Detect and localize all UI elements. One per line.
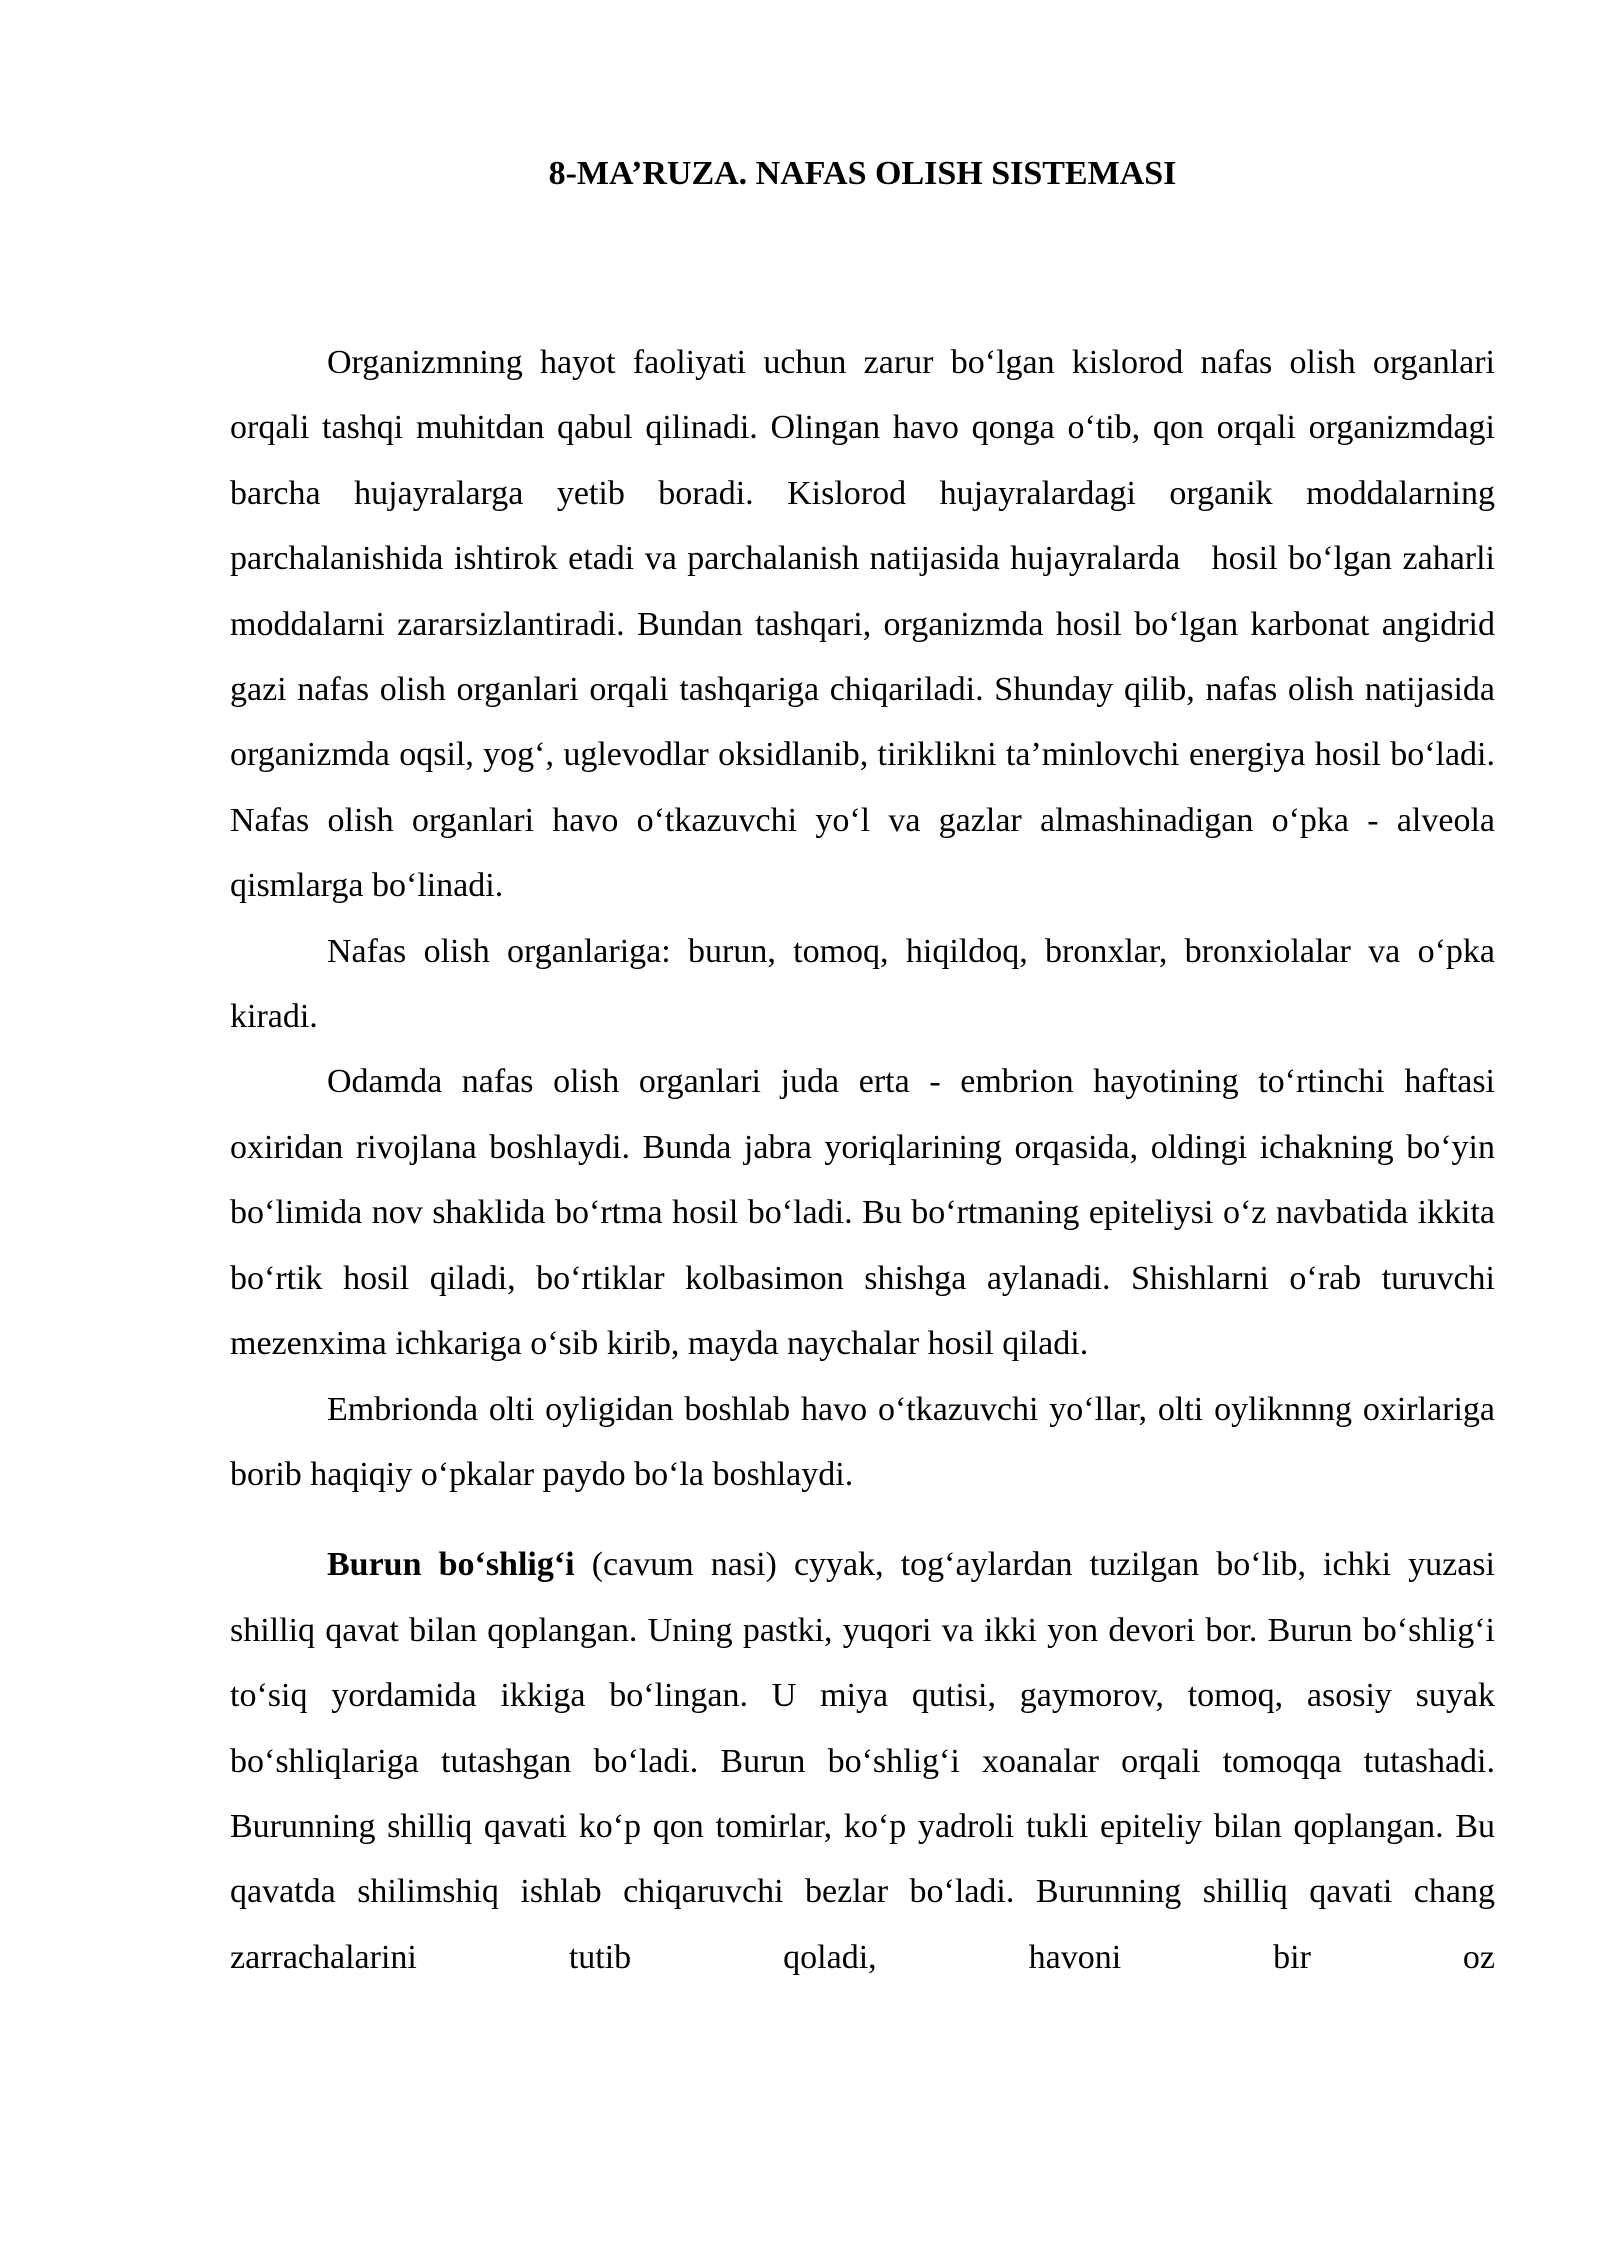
lecture-title: 8-MA’RUZA. NAFAS OLISH SISTEMASI — [548, 155, 1177, 192]
paragraph-organs — [230, 919, 1495, 1050]
paragraph-text: (cavum nasi) cyyak, tog‘aylardan tuzilgan bo‘lib, ichki yuzasi shilliq qavat bilan qoplangan. Uning pastki, yuqori va ikki yon devori bor. Burun bo‘shlig‘i to‘siq yordamida ikkiga bo‘lingan. U miya qutisi, gaymorov, tomoq, asosiy suyak bo‘shliqlariga tutashgan bo‘ladi. Burun bo‘shlig‘i xoanalar orqali tomoqqa tutashadi. Burunning shilliq qavati ko‘p qon tomirlar, ko‘p yadroli tukli epiteliy bilan qoplangan. Bu qavatda shilimshiq ishlab chiqaruvchi bezlar bo‘ladi. Burunning shilliq qavati chang zarrachalarini tutib qoladi, havoni bir oz — [230, 1546, 1495, 1976]
paragraph-text: Nafas olish organlariga: burun, tomoq, hiqildoq, bronxlar, bronxiolalar va o‘pka kiradi. — [230, 932, 1495, 1036]
paragraph-text: Embrionda olti oyligidan boshlab havo o‘tkazuvchi yo‘llar, olti oyliknnng oxirlariga borib haqiqiy o‘pkalar paydo bo‘la boshlaydi. — [230, 1390, 1495, 1493]
term-heading: Burun bo‘shlig‘i — [327, 1546, 575, 1584]
paragraph-text: Organizmning hayot faoliyati uchun zarur bo‘lgan kislorod nafas olish organlari orqali tashqi muhitdan qabul qilinadi. Olingan havo qonga o‘tib, qon orqali organizmdagi barcha hujayralarga yetib boradi. Kislorod hujayralardagi organik moddalarning parchalanishida ishtirok etadi va parchalanish natijasida hujayralarda hosil bo‘lgan zaharli moddalarni zararsizlantiradi. Bundan tashqari, organizmda hosil bo‘lgan karbonat angidrid gazi nafas olish organlari orqali tashqariga chiqariladi. Shunday qilib, nafas olish natijasida organizmda oqsil, yog‘, uglevodlar oksidlanib, tiriklikni ta’minlovchi energiya hosil bo‘ladi. Nafas olish organlari havo o‘tkazuvchi yo‘l va gazlar almashinadigan o‘pka - alveola qismlarga bo‘linadi. — [230, 344, 1504, 905]
document-body — [230, 330, 1504, 1990]
paragraph-embryo — [230, 1377, 1495, 1508]
paragraph-text: Odamda nafas olish organlari juda erta - embrion hayotining to‘rtinchi haftasi oxiridan rivojlana boshlaydi. Bunda jabra yoriqlarining orqasida, oldingi ichakning bo‘yin bo‘limida nov shaklida bo‘rtma hosil bo‘ladi. Bu bo‘rtmaning epiteliysi o‘z navbatida ikkita bo‘rtik hosil qiladi, bo‘rtiklar kolbasimon shishga aylanadi. Shishlarni o‘rab turuvchi mezenxima ichkariga o‘sib kirib, mayda naychalar hosil qiladi. — [230, 1063, 1495, 1363]
paragraph-nasal-cavity — [230, 1532, 1495, 1990]
paragraph-intro — [230, 330, 1504, 919]
paragraph-development — [230, 1049, 1495, 1376]
